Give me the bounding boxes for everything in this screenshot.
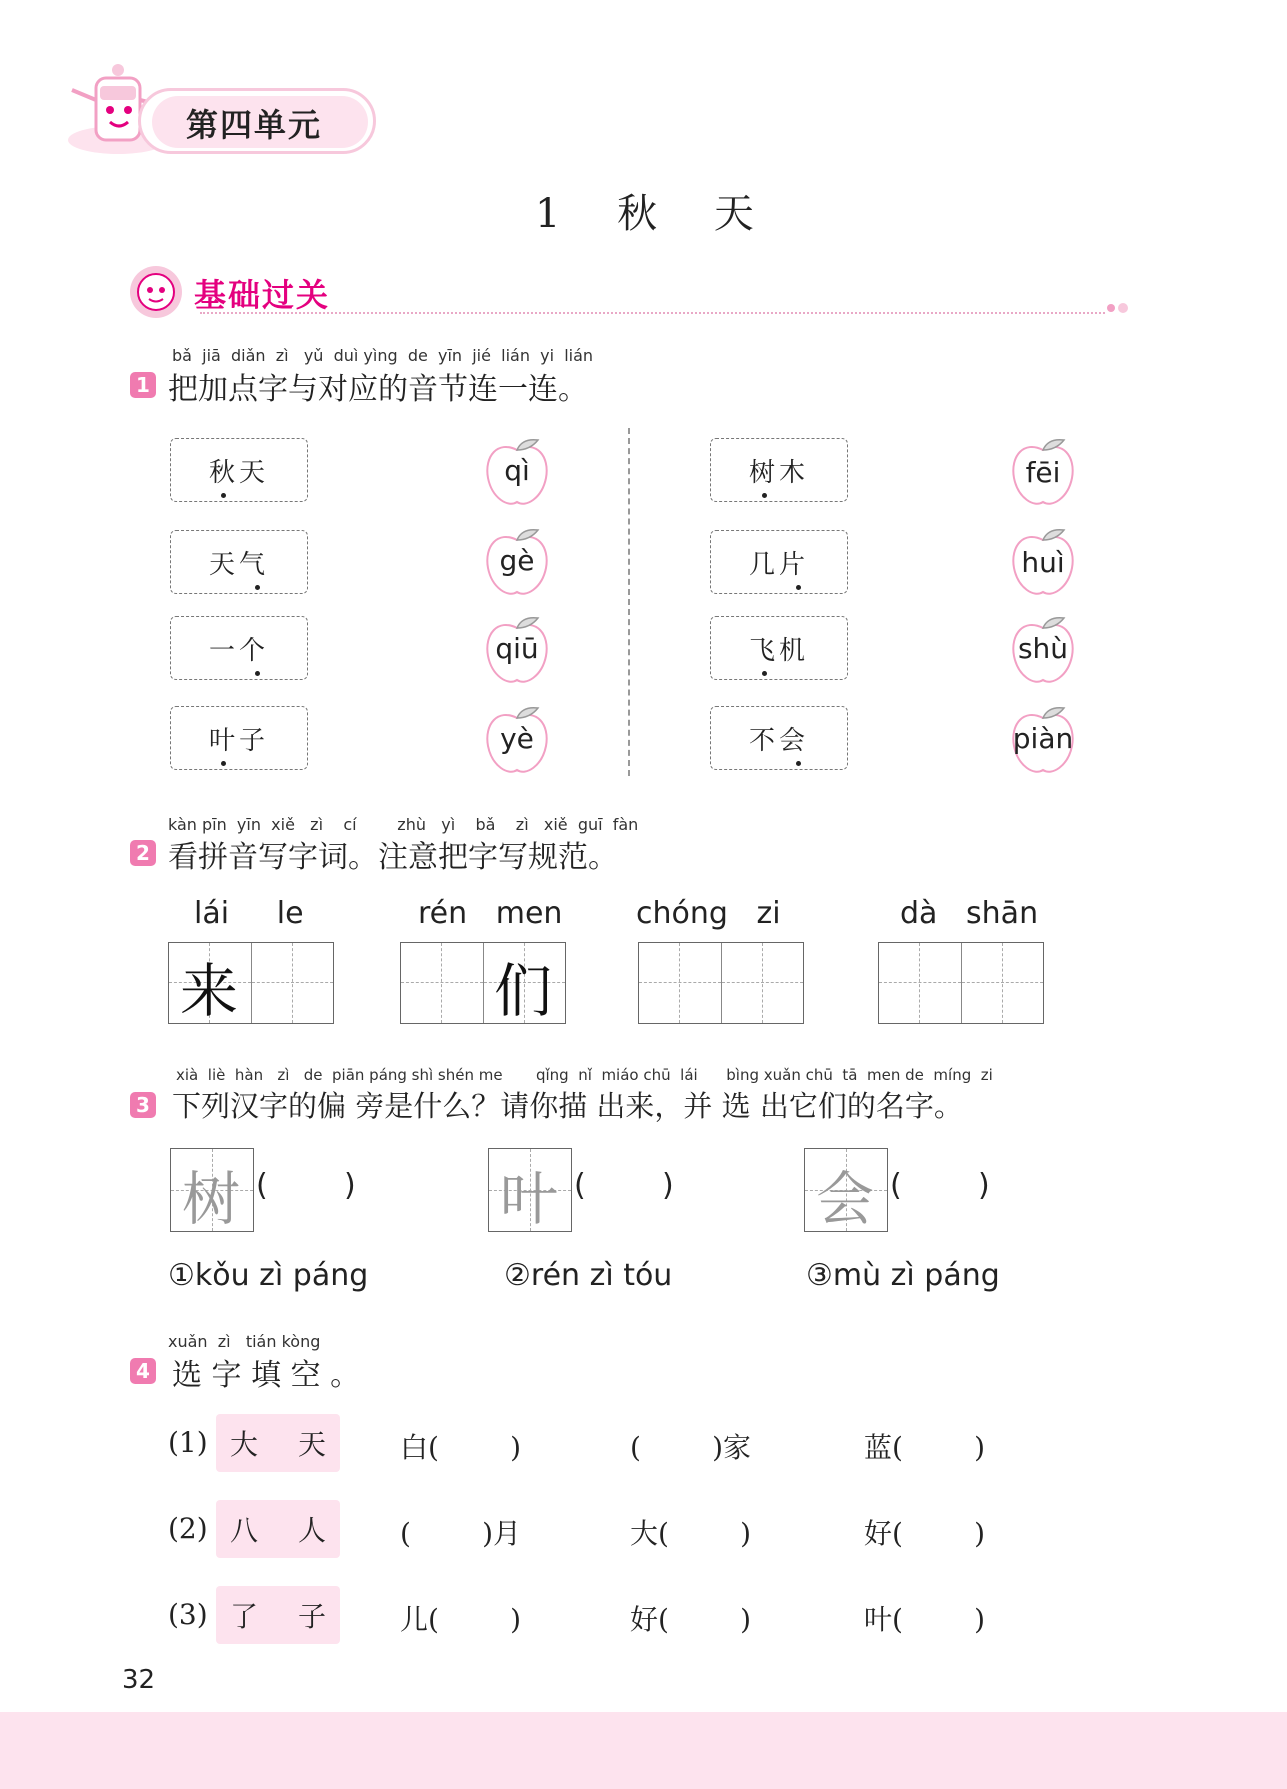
lesson-title: 1 秋 天 bbox=[535, 191, 776, 237]
q4-blank: ( )家 bbox=[630, 1431, 752, 1464]
q3-instruction: 下列汉字的偏 旁是什么？请你描 出来，并 选 出它们的名字。 bbox=[172, 1089, 963, 1123]
tianzige-grid bbox=[878, 942, 1044, 1024]
q4-choice: 子 bbox=[297, 1600, 326, 1633]
q4-choice: 八 bbox=[230, 1514, 259, 1547]
q4-instruction: 选 字 填 空 。 bbox=[172, 1358, 361, 1393]
q1-word-box: 叶子 bbox=[170, 706, 308, 770]
q4-row-label: (1) bbox=[168, 1426, 208, 1459]
q1-word-box: 天气 bbox=[170, 530, 308, 594]
q1-syllable: gè bbox=[499, 544, 535, 577]
q1-number-badge: 1 bbox=[130, 372, 156, 398]
q1-syllable: huì bbox=[1021, 546, 1065, 579]
q4-blank: 蓝( ) bbox=[864, 1431, 986, 1464]
q4-choice: 了 bbox=[230, 1600, 259, 1633]
emphasis-dot bbox=[762, 671, 767, 676]
q1-syllable: qiū bbox=[495, 632, 539, 665]
emphasis-dot bbox=[796, 761, 801, 766]
q2-instruction: 看拼音写字词。注意把字写规范。 bbox=[168, 840, 618, 875]
q4-choice-box bbox=[216, 1414, 340, 1472]
q1-word-box: 一个 bbox=[170, 616, 308, 680]
q1-word-box: 秋天 bbox=[170, 438, 308, 502]
q1-word-box: 不会 bbox=[710, 706, 848, 770]
q1-syllable: qì bbox=[504, 454, 530, 487]
emphasis-dot bbox=[796, 585, 801, 590]
q3-answer-paren: ( ) bbox=[890, 1168, 990, 1203]
q4-blank: 好( ) bbox=[864, 1517, 986, 1550]
q3-option: ①kǒu zì páng bbox=[168, 1258, 369, 1293]
q4-choice-box bbox=[216, 1500, 340, 1558]
q4-row-label: (2) bbox=[168, 1512, 208, 1545]
q3-option: ②rén zì tóu bbox=[504, 1258, 673, 1293]
q2-pinyin-word: lái le bbox=[194, 896, 304, 931]
emphasis-dot bbox=[255, 671, 260, 676]
q1-pinyin: bǎ jiā diǎn zì yǔ duì yìng de yīn jié lián yi lián bbox=[172, 346, 594, 365]
section-divider bbox=[200, 312, 1105, 314]
emphasis-dot bbox=[762, 493, 767, 498]
q2-written-char: 来 bbox=[180, 957, 239, 1025]
q4-choice: 天 bbox=[297, 1428, 326, 1461]
q4-choice: 大 bbox=[230, 1428, 259, 1461]
q2-pinyin: kàn pīn yīn xiě zì cí zhù yì bǎ zì xiě guī fàn bbox=[168, 815, 639, 834]
q1-syllable: yè bbox=[500, 722, 534, 755]
q2-pinyin-word: dà shān bbox=[900, 896, 1039, 931]
q1-instruction: 把加点字与对应的音节连一连。 bbox=[168, 372, 588, 407]
q4-choice: 人 bbox=[297, 1514, 326, 1547]
q4-blank: 叶( ) bbox=[864, 1603, 986, 1636]
q1-word-box: 飞机 bbox=[710, 616, 848, 680]
section-title: 基础过关 bbox=[194, 276, 331, 314]
q4-blank: 大( ) bbox=[630, 1517, 752, 1550]
q3-answer-paren: ( ) bbox=[256, 1168, 356, 1203]
q3-trace-char: 叶 bbox=[500, 1165, 559, 1233]
q3-pinyin: xià liè hàn zì de piān páng shì shén me qǐng nǐ miáo chū lái bìng xuǎn chū tā men de míng zi bbox=[176, 1066, 993, 1084]
q4-blank: 好( ) bbox=[630, 1603, 752, 1636]
q1-word-box: 树木 bbox=[710, 438, 848, 502]
q2-number-badge: 2 bbox=[130, 840, 156, 866]
emphasis-dot bbox=[221, 493, 226, 498]
q3-trace-char: 会 bbox=[816, 1165, 875, 1233]
emphasis-dot bbox=[255, 585, 260, 590]
q4-blank: ( )月 bbox=[400, 1517, 522, 1550]
section-mascot-icon bbox=[128, 264, 184, 320]
q2-pinyin-word: chóng zi bbox=[636, 896, 781, 931]
footer-band bbox=[0, 1712, 1287, 1789]
page-number: 32 bbox=[122, 1665, 156, 1695]
q4-choice-box bbox=[216, 1586, 340, 1644]
q1-syllable: piàn bbox=[1012, 722, 1074, 755]
q4-blank: 儿( ) bbox=[400, 1603, 522, 1636]
q4-row-label: (3) bbox=[168, 1598, 208, 1631]
q3-option: ③mù zì páng bbox=[806, 1258, 1000, 1293]
q3-answer-paren: ( ) bbox=[574, 1168, 674, 1203]
q3-number-badge: 3 bbox=[130, 1092, 156, 1118]
q1-syllable: fēi bbox=[1025, 456, 1061, 489]
q4-pinyin: xuǎn zì tián kòng bbox=[168, 1332, 321, 1351]
q3-trace-char: 树 bbox=[182, 1165, 241, 1233]
q1-word-box: 几片 bbox=[710, 530, 848, 594]
unit-title: 第四单元 bbox=[186, 106, 323, 144]
column-divider bbox=[628, 428, 630, 776]
emphasis-dot bbox=[221, 761, 226, 766]
section-dots-icon bbox=[1106, 300, 1130, 314]
q4-blank: 白( ) bbox=[400, 1431, 522, 1464]
q2-pinyin-word: rén men bbox=[418, 896, 563, 931]
q2-written-char: 们 bbox=[494, 957, 553, 1025]
q4-number-badge: 4 bbox=[130, 1358, 156, 1384]
q1-syllable: shù bbox=[1017, 632, 1069, 665]
tianzige-grid bbox=[638, 942, 804, 1024]
